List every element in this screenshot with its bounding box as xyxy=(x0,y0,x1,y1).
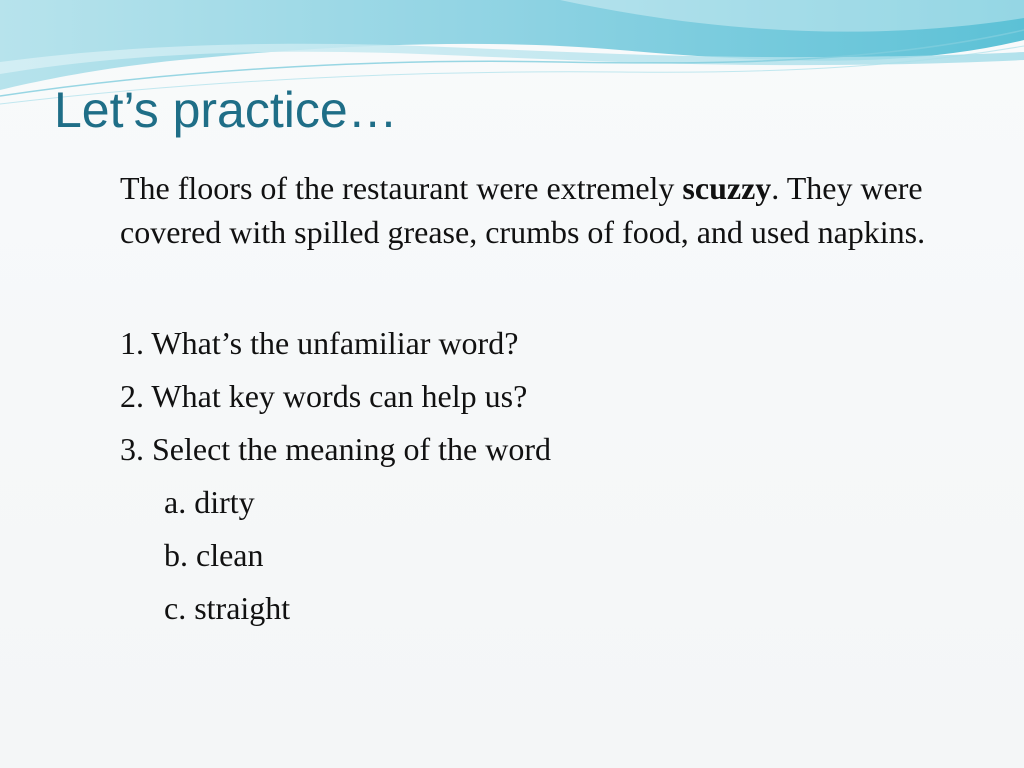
slide-body xyxy=(120,166,980,635)
slide-title: Let’s practice… xyxy=(54,82,398,138)
question-list xyxy=(120,317,980,635)
paragraph-text-after: . They were covered with spilled grease, crumbs of food, and used napkins. xyxy=(120,170,926,250)
question-item: 1. What’s the unfamiliar word? xyxy=(120,325,519,361)
context-paragraph xyxy=(120,166,980,254)
answer-option-b: b. clean xyxy=(164,537,264,573)
question-item: 3. Select the meaning of the word xyxy=(120,431,551,467)
target-word: scuzzy xyxy=(682,170,772,206)
answer-option-a: a. dirty xyxy=(164,484,255,520)
paragraph-text-before: The floors of the restaurant were extremely xyxy=(120,170,683,206)
question-item: 2. What key words can help us? xyxy=(120,378,528,414)
answer-option-c: c. straight xyxy=(164,590,291,626)
